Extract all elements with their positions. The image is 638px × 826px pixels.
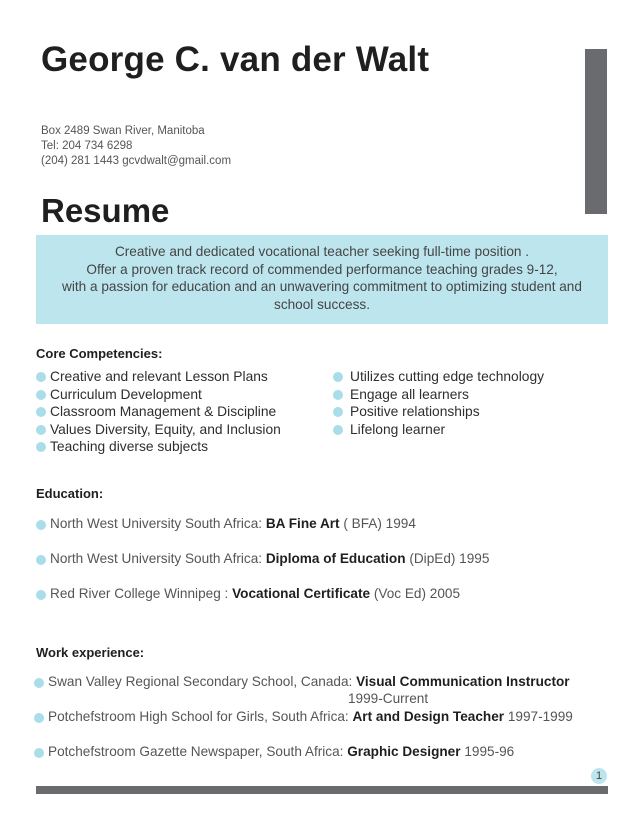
competencies-heading: Core Competencies:	[36, 346, 163, 361]
work-entry	[34, 744, 514, 759]
competency-text: Lifelong learner	[350, 421, 446, 437]
list-item	[36, 368, 281, 386]
list-item	[36, 438, 281, 456]
bullet-icon	[36, 407, 46, 417]
list-item	[36, 386, 281, 404]
list-item	[333, 386, 544, 404]
education-entry	[36, 551, 489, 566]
objective-line: school success.	[274, 297, 370, 313]
education-degree: Vocational Certificate	[232, 586, 371, 601]
work-employer: Swan Valley Regional Secondary School, Canada:	[48, 674, 357, 689]
bullet-icon	[333, 390, 343, 400]
competency-text: Values Diversity, Equity, and Inclusion	[50, 421, 281, 437]
work-employer: Potchefstroom High School for Girls, South Africa:	[48, 709, 353, 724]
work-role: Art and Design Teacher	[352, 709, 505, 724]
education-detail: (DipEd) 1995	[405, 551, 490, 566]
competency-text: Classroom Management & Discipline	[50, 404, 277, 420]
competency-text: Creative and relevant Lesson Plans	[50, 369, 268, 384]
competency-text: Curriculum Development	[50, 386, 202, 402]
bullet-icon	[333, 425, 343, 435]
education-institution: North West University South Africa:	[50, 516, 266, 531]
bullet-icon	[34, 678, 44, 688]
bullet-icon	[34, 713, 44, 723]
education-degree: Diploma of Education	[265, 551, 406, 566]
contact-address: Box 2489 Swan River, Manitoba	[41, 125, 205, 137]
competency-text: Positive relationships	[350, 404, 480, 420]
objective-line: with a passion for education and an unwavering commitment to optimizing student and	[62, 279, 582, 295]
bullet-icon	[36, 390, 46, 400]
education-heading: Education:	[36, 486, 104, 501]
education-detail: (Voc Ed) 2005	[370, 586, 461, 601]
competency-text: Engage all learners	[350, 386, 469, 402]
work-role: Graphic Designer	[347, 744, 461, 759]
work-years: 1995-96	[460, 744, 515, 759]
work-years: 1997-1999	[504, 709, 573, 724]
work-years: 1999-Current	[348, 691, 429, 706]
list-item	[36, 403, 281, 421]
contact-info	[41, 124, 231, 169]
work-role: Visual Communication Instructor	[356, 674, 570, 689]
competency-text: Teaching diverse subjects	[50, 439, 208, 455]
competencies-list-right	[333, 368, 544, 438]
education-degree: BA Fine Art	[265, 516, 340, 531]
list-item	[36, 421, 281, 439]
list-item	[333, 421, 544, 439]
bullet-icon	[36, 425, 46, 435]
bullet-icon	[333, 407, 343, 417]
competencies-list-left	[36, 368, 281, 456]
bullet-icon	[36, 555, 46, 565]
objective-line: Offer a proven track record of commended performance teaching grades 9-12,	[86, 261, 558, 277]
bullet-icon	[333, 372, 343, 382]
work-employer: Potchefstroom Gazette Newspaper, South Africa:	[48, 744, 348, 759]
education-entry	[36, 516, 416, 531]
bullet-icon	[36, 442, 46, 452]
competency-text: Utilizes cutting edge technology	[350, 369, 545, 384]
resume-title: Resume	[41, 192, 170, 229]
contact-tel: Tel: 204 734 6298	[41, 140, 133, 152]
education-institution: Red River College Winnipeg :	[50, 586, 233, 601]
candidate-name: George C. van der Walt	[41, 40, 430, 79]
work-experience-heading: Work experience:	[36, 645, 145, 660]
work-entry	[34, 709, 573, 724]
list-item	[333, 368, 544, 386]
contact-phone-email: (204) 281 1443 gcvdwalt@gmail.com	[41, 155, 232, 167]
bullet-icon	[36, 520, 46, 530]
objective-line: Creative and dedicated vocational teacher seeking full-time position .	[114, 244, 530, 259]
education-detail: ( BFA) 1994	[339, 516, 416, 531]
bullet-icon	[36, 590, 46, 600]
page-number-badge: 1	[591, 768, 607, 784]
work-entry	[34, 674, 570, 689]
footer-rule	[36, 786, 608, 794]
bullet-icon	[36, 372, 46, 382]
decorative-side-bar	[585, 49, 607, 214]
bullet-icon	[34, 748, 44, 758]
education-institution: North West University South Africa:	[50, 551, 266, 566]
list-item	[333, 403, 544, 421]
education-entry	[36, 586, 460, 601]
objective-box	[36, 235, 608, 324]
